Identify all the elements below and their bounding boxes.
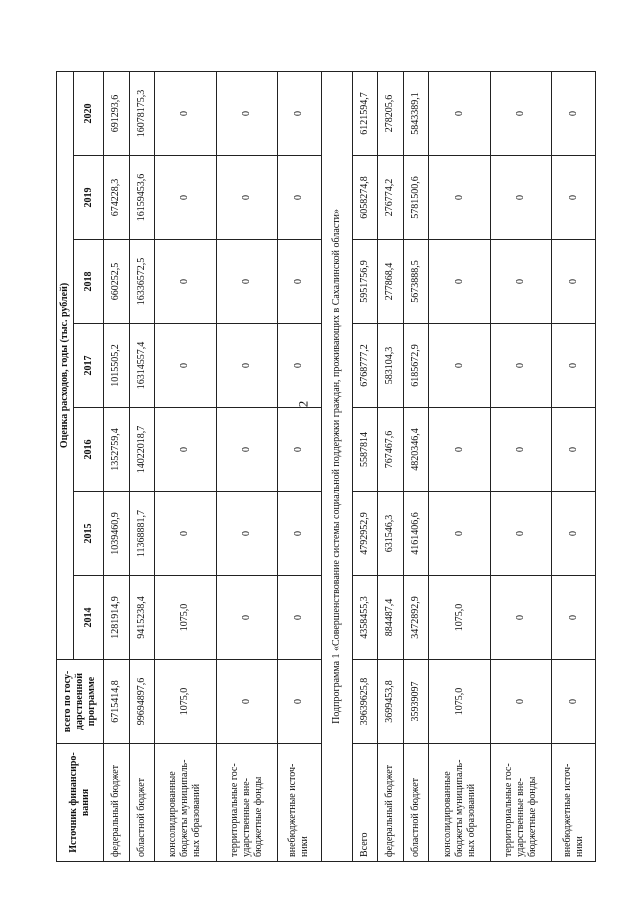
- value-cell: 660252,5: [104, 240, 130, 324]
- value-cell: 0: [216, 71, 278, 155]
- table-row: [378, 71, 404, 861]
- value-cell: 5673888,5: [403, 240, 429, 324]
- value-cell: 6121594,7: [352, 71, 378, 155]
- table-row: [278, 71, 322, 861]
- source-cell: внебюджетные источ- ники: [278, 744, 322, 862]
- value-cell: 0: [278, 240, 322, 324]
- value-cell: 0: [552, 156, 596, 240]
- value-cell: 16336572,5: [129, 240, 155, 324]
- value-cell: 0: [216, 240, 278, 324]
- source-cell: областной бюджет: [403, 744, 429, 862]
- value-cell: 0: [490, 324, 552, 408]
- value-cell: 11368881,7: [129, 492, 155, 576]
- value-cell: 583104,3: [378, 324, 404, 408]
- value-cell: 5587814: [352, 408, 378, 492]
- value-cell: 9415238,4: [129, 576, 155, 660]
- value-cell: 0: [155, 71, 217, 155]
- value-cell: 0: [278, 492, 322, 576]
- value-cell: 0: [429, 240, 491, 324]
- total-cell: 0: [216, 660, 278, 744]
- table-row: [216, 71, 278, 861]
- rotated-table-frame: [56, 72, 596, 862]
- value-cell: 0: [429, 492, 491, 576]
- total-cell: 1075,0: [429, 660, 491, 744]
- value-cell: 0: [278, 408, 322, 492]
- value-cell: 0: [155, 324, 217, 408]
- value-cell: 0: [278, 324, 322, 408]
- value-cell: 6058274,8: [352, 156, 378, 240]
- value-cell: 16159453,6: [129, 156, 155, 240]
- table-row: [429, 71, 491, 861]
- header-year: 2020: [74, 71, 104, 155]
- subprogram-row: [321, 71, 352, 861]
- value-cell: 6185672,9: [403, 324, 429, 408]
- value-cell: 1015505,2: [104, 324, 130, 408]
- header-total: всего по госу- дарственной программе: [57, 660, 104, 744]
- value-cell: 0: [278, 156, 322, 240]
- value-cell: 0: [429, 156, 491, 240]
- value-cell: 0: [216, 408, 278, 492]
- table-row: [490, 71, 552, 861]
- value-cell: 1075,0: [429, 576, 491, 660]
- value-cell: 767467,6: [378, 408, 404, 492]
- value-cell: 0: [429, 324, 491, 408]
- value-cell: 0: [155, 408, 217, 492]
- value-cell: 1352759,4: [104, 408, 130, 492]
- value-cell: 0: [216, 324, 278, 408]
- value-cell: 0: [552, 492, 596, 576]
- table-row: [155, 71, 217, 861]
- value-cell: 278205,6: [378, 71, 404, 155]
- source-cell: федеральный бюджет: [378, 744, 404, 862]
- header-estimate-title: Оценка расходов, годы (тыс. рублей): [57, 71, 74, 659]
- value-cell: 5781500,6: [403, 156, 429, 240]
- table-row: [352, 71, 378, 861]
- value-cell: 16078175,3: [129, 71, 155, 155]
- value-cell: 631546,3: [378, 492, 404, 576]
- source-cell: внебюджетные источ- ники: [552, 744, 596, 862]
- value-cell: 674228,3: [104, 156, 130, 240]
- value-cell: 0: [490, 240, 552, 324]
- value-cell: 5951756,9: [352, 240, 378, 324]
- value-cell: 0: [490, 156, 552, 240]
- value-cell: 0: [552, 408, 596, 492]
- value-cell: 5843389,1: [403, 71, 429, 155]
- total-cell: 1075,0: [155, 660, 217, 744]
- total-cell: 6715414,8: [104, 660, 130, 744]
- source-cell: территориальные гос- ударственные вне- бюджетные фонды: [216, 744, 278, 862]
- financing-table: [56, 71, 596, 862]
- value-cell: 1281914,9: [104, 576, 130, 660]
- header-year: 2018: [74, 240, 104, 324]
- table-row: [552, 71, 596, 861]
- value-cell: 16314557,4: [129, 324, 155, 408]
- value-cell: 0: [552, 576, 596, 660]
- value-cell: 0: [155, 240, 217, 324]
- source-cell: федеральный бюджет: [104, 744, 130, 862]
- value-cell: 0: [216, 576, 278, 660]
- value-cell: 0: [490, 408, 552, 492]
- value-cell: 0: [552, 324, 596, 408]
- header-year: 2014: [74, 576, 104, 660]
- table-body: [104, 71, 596, 861]
- source-cell: территориальные гос- ударственные вне- бюджетные фонды: [490, 744, 552, 862]
- total-cell: 0: [552, 660, 596, 744]
- value-cell: 4161406,6: [403, 492, 429, 576]
- total-cell: 3699453,8: [378, 660, 404, 744]
- value-cell: 0: [490, 576, 552, 660]
- value-cell: 3472892,9: [403, 576, 429, 660]
- header-source: Источник финансиро- вания: [57, 744, 104, 862]
- header-year: 2015: [74, 492, 104, 576]
- source-cell: консолидированные бюджеты муниципаль- ных образований: [155, 744, 217, 862]
- value-cell: 4820346,4: [403, 408, 429, 492]
- value-cell: 0: [216, 492, 278, 576]
- source-cell: Всего: [352, 744, 378, 862]
- total-cell: 39639625,8: [352, 660, 378, 744]
- value-cell: 884487,4: [378, 576, 404, 660]
- value-cell: 0: [490, 492, 552, 576]
- table-row: [104, 71, 130, 861]
- value-cell: 0: [552, 240, 596, 324]
- value-cell: 0: [216, 156, 278, 240]
- table-row: [403, 71, 429, 861]
- value-cell: 14022018,7: [129, 408, 155, 492]
- value-cell: 6768777,2: [352, 324, 378, 408]
- subprogram-title: Подпрограмма 1 «Совершенствование системы социальной поддержки граждан, проживающих в Сахалинской области»: [321, 71, 352, 861]
- source-cell: областной бюджет: [129, 744, 155, 862]
- value-cell: 4358455,3: [352, 576, 378, 660]
- value-cell: 0: [155, 492, 217, 576]
- value-cell: 0: [155, 156, 217, 240]
- page-number: 2: [295, 400, 311, 408]
- value-cell: 4792952,9: [352, 492, 378, 576]
- value-cell: 276774,2: [378, 156, 404, 240]
- value-cell: 0: [552, 71, 596, 155]
- total-cell: 35939097: [403, 660, 429, 744]
- total-cell: 0: [278, 660, 322, 744]
- source-cell: консолидированные бюджеты муниципаль- ных образований: [429, 744, 491, 862]
- header-year: 2016: [74, 408, 104, 492]
- header-year: 2017: [74, 324, 104, 408]
- value-cell: 0: [490, 71, 552, 155]
- value-cell: 0: [429, 71, 491, 155]
- total-cell: 99694897,6: [129, 660, 155, 744]
- value-cell: 1039460,9: [104, 492, 130, 576]
- value-cell: 1075,0: [155, 576, 217, 660]
- value-cell: 691293,6: [104, 71, 130, 155]
- value-cell: 0: [429, 408, 491, 492]
- value-cell: 277868,4: [378, 240, 404, 324]
- value-cell: 0: [278, 576, 322, 660]
- total-cell: 0: [490, 660, 552, 744]
- table-row: [129, 71, 155, 861]
- value-cell: 0: [278, 71, 322, 155]
- header-year: 2019: [74, 156, 104, 240]
